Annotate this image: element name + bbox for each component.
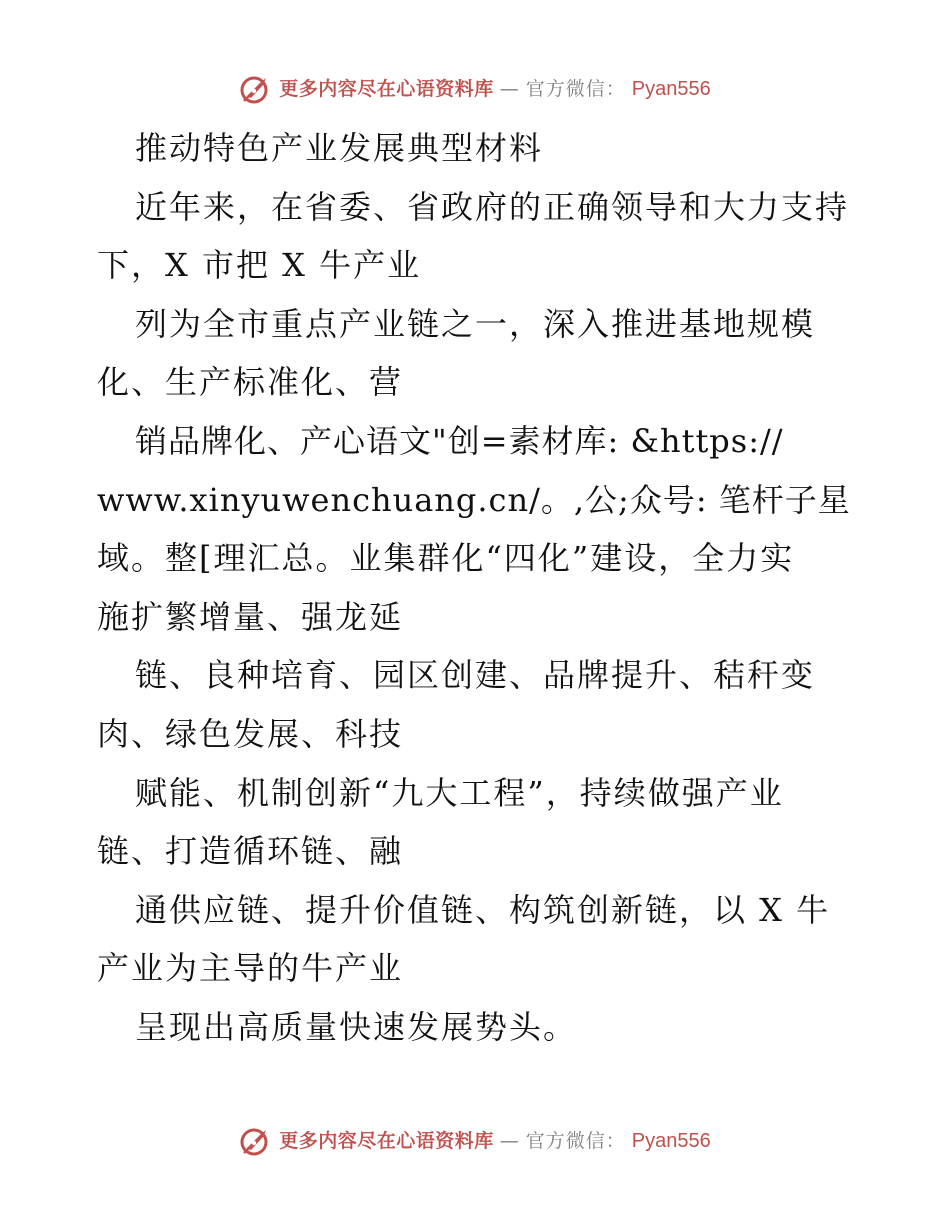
document-title: 推动特色产业发展典型材料	[135, 129, 544, 167]
pen-nib-seal-icon	[239, 1126, 273, 1156]
banner-promo-text: 更多内容尽在心语资料库	[279, 78, 494, 100]
body-line: 链、良种培育、园区创建、品牌提升、秸秆变	[135, 656, 816, 695]
document-body	[97, 119, 877, 1057]
body-line: 肉、绿色发展、科技	[97, 714, 404, 753]
body-line: 产业为主导的牛产业	[97, 949, 404, 988]
body-line: 通供应链、提升价值链、构筑创新链，以 X 牛	[135, 890, 831, 929]
banner-promo-text: 更多内容尽在心语资料库	[279, 1130, 494, 1152]
body-line: 域。整[理汇总。业集群化“四化”建设，全力实	[97, 539, 795, 578]
body-line: 近年来，在省委、省政府的正确领导和大力支持	[135, 187, 850, 226]
banner-official-label: 官方微信：	[525, 78, 626, 100]
body-line: 链、打造循环链、融	[97, 832, 404, 871]
body-line: 施扩繁增量、强龙延	[97, 597, 404, 636]
body-line: 销品牌化、产心语文"创=素材库: &https://	[135, 421, 784, 460]
banner-dash: —	[499, 1130, 520, 1152]
body-line: 列为全市重点产业链之一，深入推进基地规模	[135, 304, 816, 343]
banner-wechat-handle: Pyan556	[631, 1130, 711, 1152]
body-line: 呈现出高质量快速发展势头。	[135, 1007, 578, 1046]
banner-official-label: 官方微信：	[525, 1130, 626, 1152]
body-line: 赋能、机制创新“九大工程”，持续做强产业	[135, 773, 784, 812]
body-line: 下，X 市把 X 牛产业	[97, 246, 422, 285]
banner-wechat-handle: Pyan556	[631, 78, 711, 100]
banner-dash: —	[499, 78, 520, 100]
body-line: www.xinyuwenchuang.cn/。,公;众号: 笔杆子星	[97, 480, 851, 519]
pen-nib-seal-icon	[239, 74, 273, 104]
footer-banner	[0, 1126, 950, 1156]
body-line: 化、生产标准化、营	[97, 363, 404, 402]
header-banner	[0, 74, 950, 104]
